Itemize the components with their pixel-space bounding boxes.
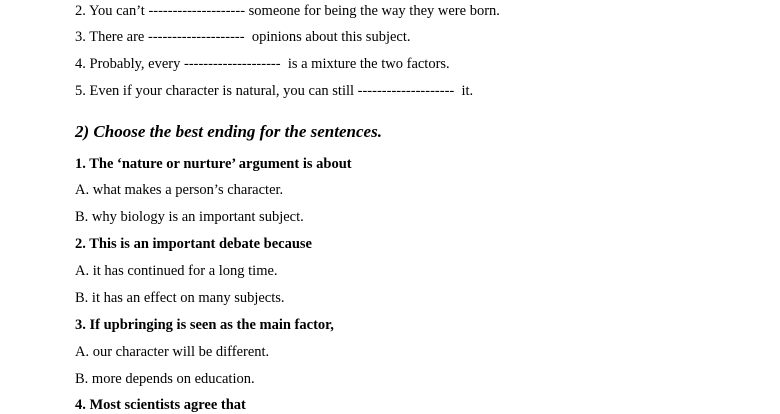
option-2b: B. it has an effect on many subjects.: [75, 290, 285, 306]
option-3b: B. more depends on education.: [75, 371, 255, 387]
question-2: 2. This is an important debate because: [75, 236, 312, 252]
exercise2-heading: 2) Choose the best ending for the sentences.: [75, 122, 382, 141]
exercise1-item-2: 2. You can’t -------------------- someone for being the way they were born.: [75, 3, 500, 19]
exercise1-item-3: 3. There are -------------------- opinions about this subject.: [75, 29, 411, 45]
question-3: 3. If upbringing is seen as the main factor,: [75, 317, 334, 333]
question-1: 1. The ‘nature or nurture’ argument is about: [75, 156, 352, 172]
option-3a: A. our character will be different.: [75, 344, 270, 360]
question-4: 4. Most scientists agree that: [75, 397, 246, 413]
option-2a: A. it has continued for a long time.: [75, 263, 278, 279]
exercise1-item-5: 5. Even if your character is natural, you can still -------------------- it.: [75, 83, 474, 99]
exercise1-item-4: 4. Probably, every -------------------- is a mixture the two factors.: [75, 56, 450, 72]
option-1b: B. why biology is an important subject.: [75, 209, 304, 225]
option-1a: A. what makes a person’s character.: [75, 182, 284, 198]
